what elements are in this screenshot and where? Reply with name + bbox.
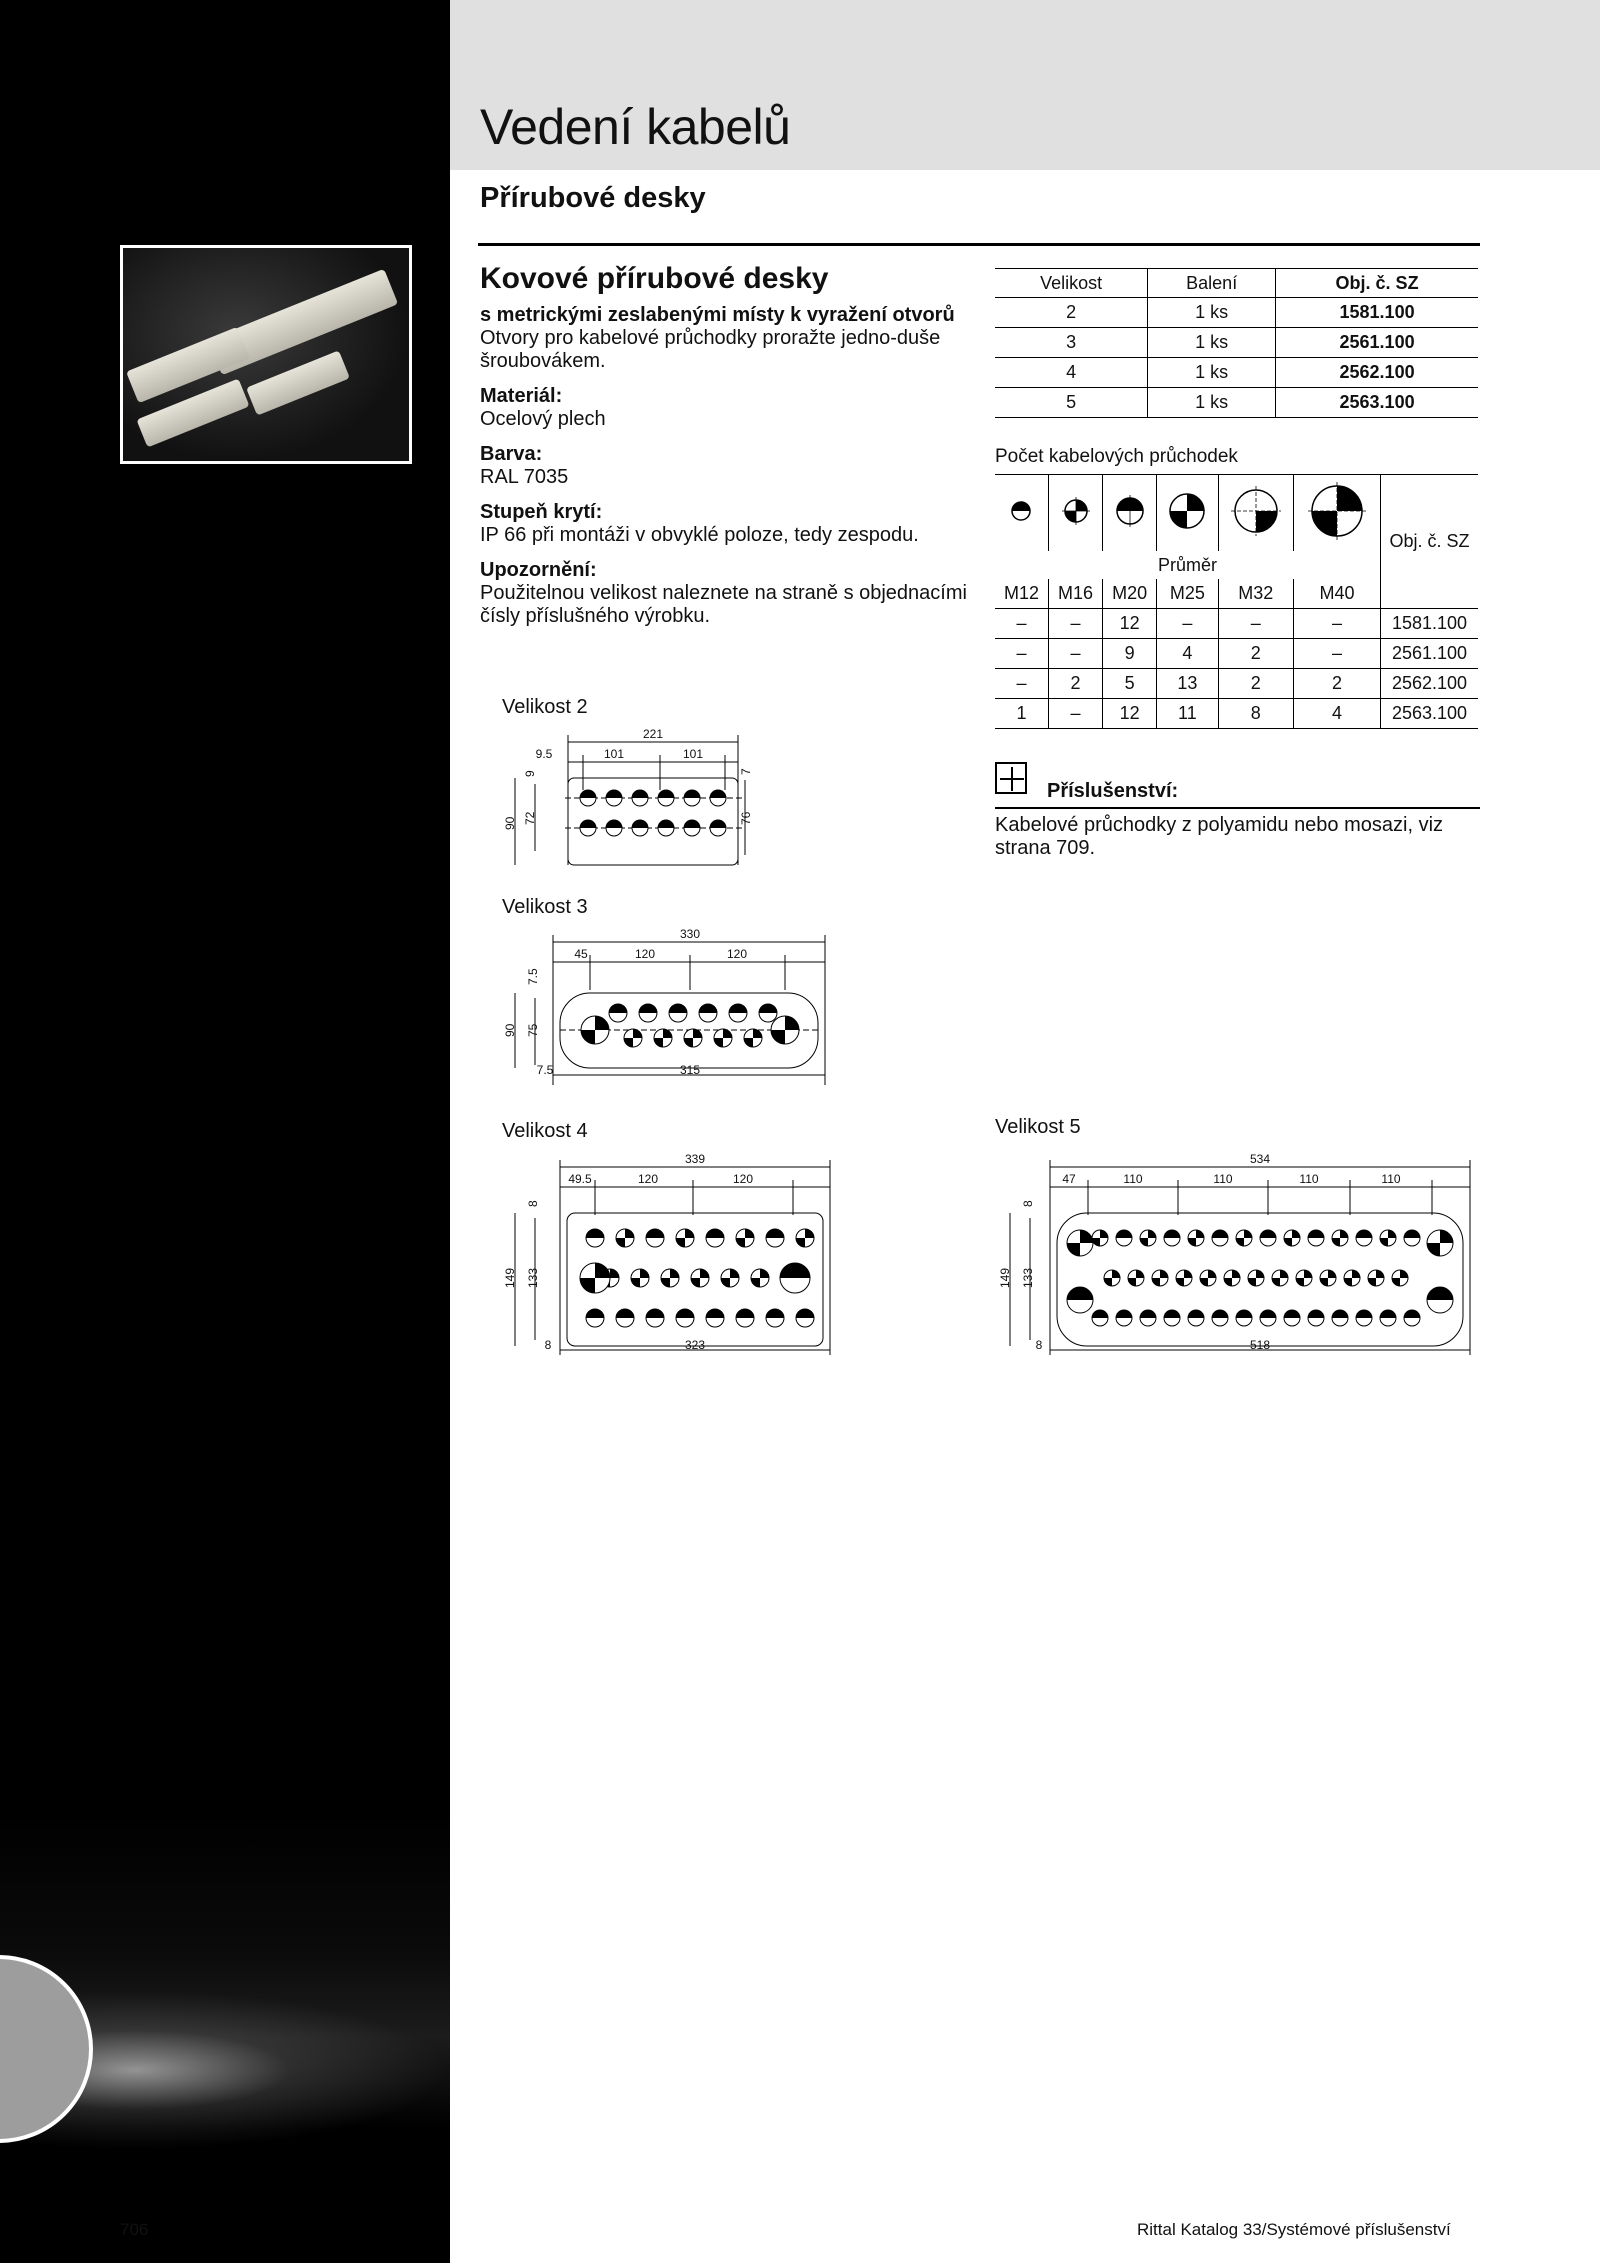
count-table-title: Počet kabelových průchodek (995, 446, 1238, 467)
footer-catalog: Rittal Katalog 33/Systémové příslušenství (1137, 2220, 1451, 2239)
table-cell: 5 (1103, 669, 1157, 699)
knockout-holes (581, 1004, 799, 1047)
dim-label: 8 (1021, 1200, 1035, 1207)
size5-drawing (995, 1150, 1475, 1360)
knockout-fill (1212, 1310, 1228, 1318)
table-cell: 2 (1218, 639, 1294, 669)
knockout-fill (616, 1309, 634, 1318)
dim-label: 49.5 (568, 1172, 592, 1186)
table-cell: 11 (1157, 699, 1218, 729)
knockout-fill (1332, 1310, 1348, 1318)
size3-label: Velikost 3 (502, 896, 588, 918)
dim-label: 518 (1249, 1338, 1271, 1352)
size-m32: M32 (1218, 579, 1294, 609)
order-header-size: Velikost (995, 269, 1148, 298)
table-cell: – (995, 669, 1048, 699)
table-cell: – (1048, 609, 1102, 639)
page-title: Vedení kabelů (480, 99, 791, 155)
dim-label: 120 (732, 1172, 754, 1186)
table-cell: 1581.100 (1276, 298, 1478, 328)
dim-label: 110 (1381, 1172, 1401, 1186)
knockout-fill (684, 820, 700, 828)
table-cell: 2 (995, 298, 1148, 328)
knockout-fill (684, 790, 700, 798)
knockout-fill (1404, 1230, 1420, 1238)
section-divider (478, 243, 1480, 246)
knockout-fill (759, 1004, 777, 1013)
knockout-fill (1308, 1310, 1324, 1318)
dim-label: 534 (1249, 1152, 1271, 1166)
table-cell: 2563.100 (1381, 699, 1479, 729)
dim-label: 133 (1021, 1267, 1035, 1288)
table-row (995, 388, 1478, 418)
knockout-holes (1067, 1230, 1453, 1326)
table-cell: 1 ks (1148, 328, 1276, 358)
table-cell: 2 (1218, 669, 1294, 699)
dim-label: 110 (1213, 1172, 1233, 1186)
table-row (995, 699, 1478, 729)
dim-label: 47 (1062, 1172, 1076, 1186)
knockout-fill (766, 1309, 784, 1318)
knockout-fill (780, 1263, 810, 1278)
plus-icon (995, 762, 1027, 794)
diameter-label: Průměr (1157, 554, 1217, 575)
table-cell: 1 ks (1148, 358, 1276, 388)
table-cell: 1 (995, 699, 1048, 729)
table-cell: 8 (1218, 699, 1294, 729)
table-cell: 2 (1048, 669, 1102, 699)
knockout-fill (1260, 1230, 1276, 1238)
product-title: Kovové přírubové desky (480, 262, 829, 295)
order-header-number: Obj. č. SZ (1276, 269, 1478, 298)
note-label: Upozornění: (480, 559, 597, 581)
note-value: Použitelnou velikost naleznete na straně s objednacími čísly příslušného výrobku. (480, 582, 967, 627)
table-cell: – (1294, 639, 1381, 669)
color-label: Barva: (480, 443, 543, 465)
knockout-fill (1212, 1230, 1228, 1238)
dim-label: 221 (642, 727, 664, 741)
size4-drawing (500, 1150, 840, 1360)
knockout-fill (1308, 1230, 1324, 1238)
dim-label: 9 (523, 770, 537, 777)
knockout-fill (1284, 1310, 1300, 1318)
protection-value: IP 66 při montáži v obvyklé poloze, tedy zespodu. (480, 524, 919, 546)
table-row (995, 328, 1478, 358)
knockout-fill (1380, 1310, 1396, 1318)
accessory-divider (995, 807, 1480, 809)
table-cell: – (1048, 639, 1102, 669)
table-row (995, 609, 1478, 639)
dim-label: 149 (998, 1267, 1012, 1288)
size-m12: M12 (995, 579, 1048, 609)
dim-label: 339 (684, 1152, 706, 1166)
dim-label: 7 (739, 768, 753, 775)
knockout-fill (646, 1309, 664, 1318)
dim-label: 101 (682, 747, 704, 761)
m16-icon (1048, 475, 1102, 552)
table-cell: 3 (995, 328, 1148, 358)
table-cell: 5 (995, 388, 1148, 418)
knockout-fill (606, 820, 622, 828)
knockout-fill (580, 790, 596, 798)
page-number: 706 (120, 2220, 149, 2239)
table-cell: 12 (1103, 699, 1157, 729)
knockout-holes (580, 790, 726, 836)
table-cell: – (995, 639, 1048, 669)
knockout-fill (632, 790, 648, 798)
dim-label: 90 (503, 1023, 517, 1037)
size2-label: Velikost 2 (502, 696, 588, 718)
dim-label: 101 (603, 747, 625, 761)
dim-label: 76 (739, 811, 753, 825)
table-cell: 9 (1103, 639, 1157, 669)
knockout-fill (1164, 1230, 1180, 1238)
knockout-fill (1116, 1230, 1132, 1238)
knockout-fill (1356, 1310, 1372, 1318)
dim-label: 8 (544, 1338, 552, 1352)
material-label: Materiál: (480, 385, 563, 407)
knockout-fill (609, 1004, 627, 1013)
size-m20: M20 (1103, 579, 1157, 609)
table-cell: 1 ks (1148, 298, 1276, 328)
knockout-fill (1236, 1310, 1252, 1318)
dim-label: 45 (574, 947, 588, 961)
knockout-fill (1188, 1310, 1204, 1318)
dim-label: 72 (523, 811, 537, 825)
table-cell: 12 (1103, 609, 1157, 639)
protection-label: Stupeň krytí: (480, 501, 603, 523)
table-cell: 1 ks (1148, 388, 1276, 418)
knockout-fill (1427, 1287, 1453, 1300)
table-cell: 4 (1294, 699, 1381, 729)
table-row (995, 639, 1478, 669)
knockout-fill (632, 820, 648, 828)
knockout-fill (580, 820, 596, 828)
table-cell: 2 (1294, 669, 1381, 699)
dim-label: 330 (679, 927, 701, 941)
knockout-fill (658, 790, 674, 798)
material-value: Ocelový plech (480, 408, 606, 430)
dim-label: 120 (726, 947, 748, 961)
knockout-fill (1116, 1310, 1132, 1318)
table-cell: – (1218, 609, 1294, 639)
knockout-fill (729, 1004, 747, 1013)
dim-label: 75 (526, 1023, 540, 1037)
order-header-pack: Balení (1148, 269, 1276, 298)
table-cell: 2561.100 (1381, 639, 1479, 669)
table-row (995, 358, 1478, 388)
knockout-fill (646, 1229, 664, 1238)
m40-icon (1294, 475, 1381, 552)
section-title: Přírubové desky (480, 182, 706, 214)
size-m25: M25 (1157, 579, 1218, 609)
size5-label: Velikost 5 (995, 1116, 1081, 1138)
knockout-fill (736, 1309, 754, 1318)
knockout-fill (606, 790, 622, 798)
table-cell: 4 (1157, 639, 1218, 669)
table-cell: 1581.100 (1381, 609, 1479, 639)
table-row (995, 298, 1478, 328)
product-photo (120, 245, 412, 464)
knockout-fill (586, 1229, 604, 1238)
size-m16: M16 (1048, 579, 1102, 609)
count-table (995, 474, 1478, 729)
table-cell: – (1048, 699, 1102, 729)
size4-label: Velikost 4 (502, 1120, 588, 1142)
m32-icon (1218, 475, 1294, 552)
knockout-fill (676, 1309, 694, 1318)
order-table (995, 268, 1478, 418)
dim-label: 8 (1035, 1338, 1043, 1352)
dim-label: 110 (1299, 1172, 1319, 1186)
knockout-fill (1140, 1310, 1156, 1318)
knockout-holes (580, 1229, 814, 1327)
knockout-fill (1260, 1310, 1276, 1318)
accessory-title: Příslušenství: (1047, 780, 1179, 802)
dim-label: 7.5 (536, 1063, 554, 1077)
knockout-fill (1356, 1230, 1372, 1238)
dim-label: 90 (503, 816, 517, 830)
knockout-fill (710, 820, 726, 828)
color-value: RAL 7035 (480, 466, 569, 488)
dim-label: 110 (1123, 1172, 1143, 1186)
product-description (480, 262, 970, 628)
dim-label: 120 (634, 947, 656, 961)
knockout-fill (639, 1004, 657, 1013)
dim-label: 8 (526, 1200, 540, 1207)
table-cell: 2562.100 (1381, 669, 1479, 699)
dim-label: 120 (637, 1172, 659, 1186)
table-cell: 13 (1157, 669, 1218, 699)
dim-label: 7.5 (526, 968, 540, 985)
dim-label: 315 (679, 1063, 701, 1077)
knockout-fill (1067, 1287, 1093, 1300)
knockout-fill (706, 1229, 724, 1238)
knockout-fill (1164, 1310, 1180, 1318)
table-cell: – (995, 609, 1048, 639)
m12-icon (995, 475, 1048, 552)
table-cell: 2563.100 (1276, 388, 1478, 418)
knockout-fill (699, 1004, 717, 1013)
table-cell: – (1157, 609, 1218, 639)
knockout-fill (706, 1309, 724, 1318)
table-cell: 2561.100 (1276, 328, 1478, 358)
m20-icon (1103, 475, 1157, 552)
size2-drawing (500, 725, 770, 870)
accessory-text: Kabelové průchodky z polyamidu nebo mosazi, viz strana 709. (995, 814, 1444, 859)
order-number-header: Obj. č. SZ (1381, 475, 1479, 609)
size3-drawing (500, 925, 840, 1090)
table-row (995, 669, 1478, 699)
product-intro: Otvory pro kabelové průchodky proražte jedno-duše šroubovákem. (480, 327, 941, 372)
knockout-fill (669, 1004, 687, 1013)
knockout-fill (1092, 1310, 1108, 1318)
table-cell: 2562.100 (1276, 358, 1478, 388)
knockout-fill (796, 1309, 814, 1318)
m25-icon (1157, 475, 1218, 552)
size-m40: M40 (1294, 579, 1381, 609)
knockout-fill (766, 1229, 784, 1238)
knockout-fill (658, 820, 674, 828)
table-cell: – (1294, 609, 1381, 639)
table-cell: 4 (995, 358, 1148, 388)
dim-label: 149 (503, 1267, 517, 1288)
knockout-fill (1404, 1310, 1420, 1318)
knockout-fill (586, 1309, 604, 1318)
dim-label: 133 (526, 1267, 540, 1288)
knockout-fill (710, 790, 726, 798)
dim-label: 9.5 (535, 747, 553, 761)
product-subtitle: s metrickými zeslabenými místy k vyražení otvorů (480, 304, 955, 326)
dim-label: 323 (684, 1338, 706, 1352)
